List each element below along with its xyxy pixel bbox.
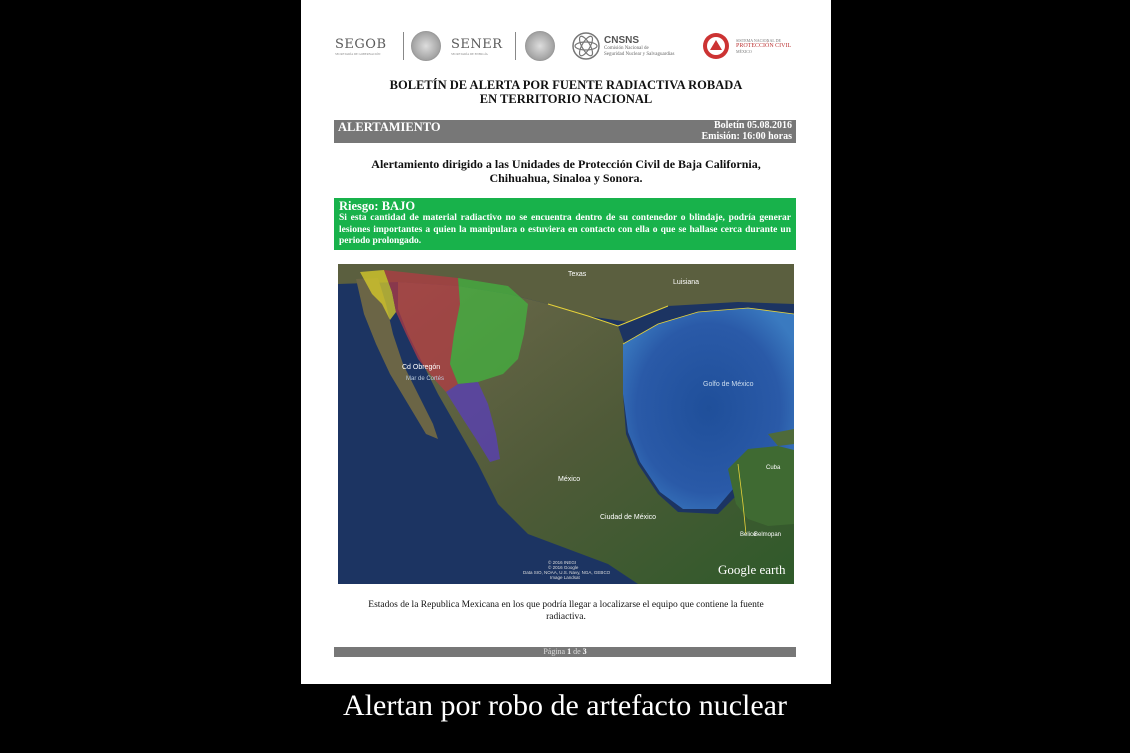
- title-line-1: BOLETÍN DE ALERTA POR FUENTE RADIACTIVA ROBADA: [389, 78, 743, 92]
- logo-divider: [515, 32, 516, 60]
- alert-header-bar: [334, 120, 796, 143]
- map-label-mar: Mar de Cortés: [406, 376, 445, 382]
- subtitle-line-1: Alertamiento dirigido a las Unidades de Protección Civil de Baja California,: [371, 157, 761, 171]
- bulletin-page: [301, 0, 831, 684]
- boletin-date: Boletín 05.08.2016: [713, 120, 792, 131]
- risk-box: [334, 198, 796, 250]
- pc-subtext-2: PROTECCIÓN CIVIL: [736, 43, 792, 49]
- page-of: de: [573, 647, 581, 656]
- page-footer-bar: [334, 647, 796, 657]
- pc-subtext-3: MÉXICO: [736, 49, 752, 54]
- segob-text: SEGOB: [335, 36, 387, 52]
- cnsns-subtext-1: Comisión Nacional de: [604, 45, 649, 51]
- page-total: 3: [582, 647, 587, 656]
- title-line-2: EN TERRITORIO NACIONAL: [479, 92, 653, 106]
- map-label-belice: Belice: [740, 532, 757, 538]
- sener-logo: [451, 28, 503, 64]
- alert-label: ALERTAMIENTO: [338, 120, 441, 134]
- cnsns-subtext-2: Seguridad Nuclear y Salvaguardias: [604, 51, 675, 57]
- news-headline-banner: Alertan por robo de artefacto nuclear: [343, 689, 787, 722]
- risk-level: Riesgo: BAJO: [339, 199, 416, 213]
- caption-line-1: Estados de la Republica Mexicana en los que podría llegar a localizarse el equipo que contiene la fuente: [368, 600, 764, 610]
- map-label-obregon: Cd Obregón: [402, 364, 441, 371]
- proteccion-civil-icon: [701, 31, 731, 61]
- emission-time: Emisión: 16:00 horas: [701, 131, 792, 142]
- atom-icon: [571, 31, 601, 61]
- institution-logos: [335, 28, 797, 64]
- google-earth-logo: Google earth: [718, 562, 786, 577]
- map-copyright-1: © 2016 INEGI: [548, 560, 577, 565]
- page-current: 1: [567, 647, 572, 656]
- pc-subtext-1: SISTEMA NACIONAL DE: [736, 38, 781, 43]
- caption-line-2: radiactiva.: [546, 611, 586, 622]
- subtitle-line-2: Chihuahua, Sinaloa y Sonora.: [489, 171, 643, 185]
- sener-subtext: SECRETARÍA DE ENERGÍA: [451, 51, 488, 56]
- proteccion-civil-logo: [701, 28, 791, 64]
- map-label-belmopan: Belmopan: [754, 532, 782, 538]
- risk-description: Si esta cantidad de material radiactivo no se encuentra dentro de su contenedor o blindaje, podría generar lesiones importantes a quien la manipulara o estuviera en contacto con ella o que se hallase cerca durante un periodo prolongado.: [339, 213, 791, 246]
- map-label-mexico: México: [558, 476, 581, 483]
- satellite-map: [338, 264, 794, 584]
- segob-subtext: SECRETARÍA DE GOBERNACIÓN: [335, 51, 381, 56]
- bulletin-title: [301, 78, 831, 106]
- sener-text: SENER: [451, 36, 503, 52]
- map-copyright-3: Data SIO, NOAA, U.S. Navy, NGA, GEBCO: [523, 570, 611, 575]
- map-copyright-2: © 2016 Google: [548, 565, 579, 570]
- alert-meta: [701, 120, 792, 142]
- alert-subtitle: [321, 157, 811, 185]
- map-label-louisiana: Luisiana: [673, 279, 700, 286]
- sener-seal-icon: [525, 28, 555, 64]
- map-copyright-4: Image Landsat: [550, 575, 580, 580]
- map-label-cdmx: Ciudad de México: [600, 514, 657, 521]
- logo-divider: [403, 32, 404, 60]
- segob-seal-icon: [411, 28, 441, 64]
- segob-logo: [335, 28, 387, 64]
- map-image: [338, 264, 794, 584]
- cnsns-logo: [571, 28, 674, 64]
- map-label-golfo: Golfo de México: [703, 381, 754, 388]
- cnsns-text: CNSNS: [604, 34, 640, 46]
- map-label-texas: Texas: [568, 271, 587, 278]
- map-label-cuba: Cuba: [766, 465, 781, 471]
- page-prefix: Página: [543, 647, 566, 656]
- map-caption: [331, 600, 801, 623]
